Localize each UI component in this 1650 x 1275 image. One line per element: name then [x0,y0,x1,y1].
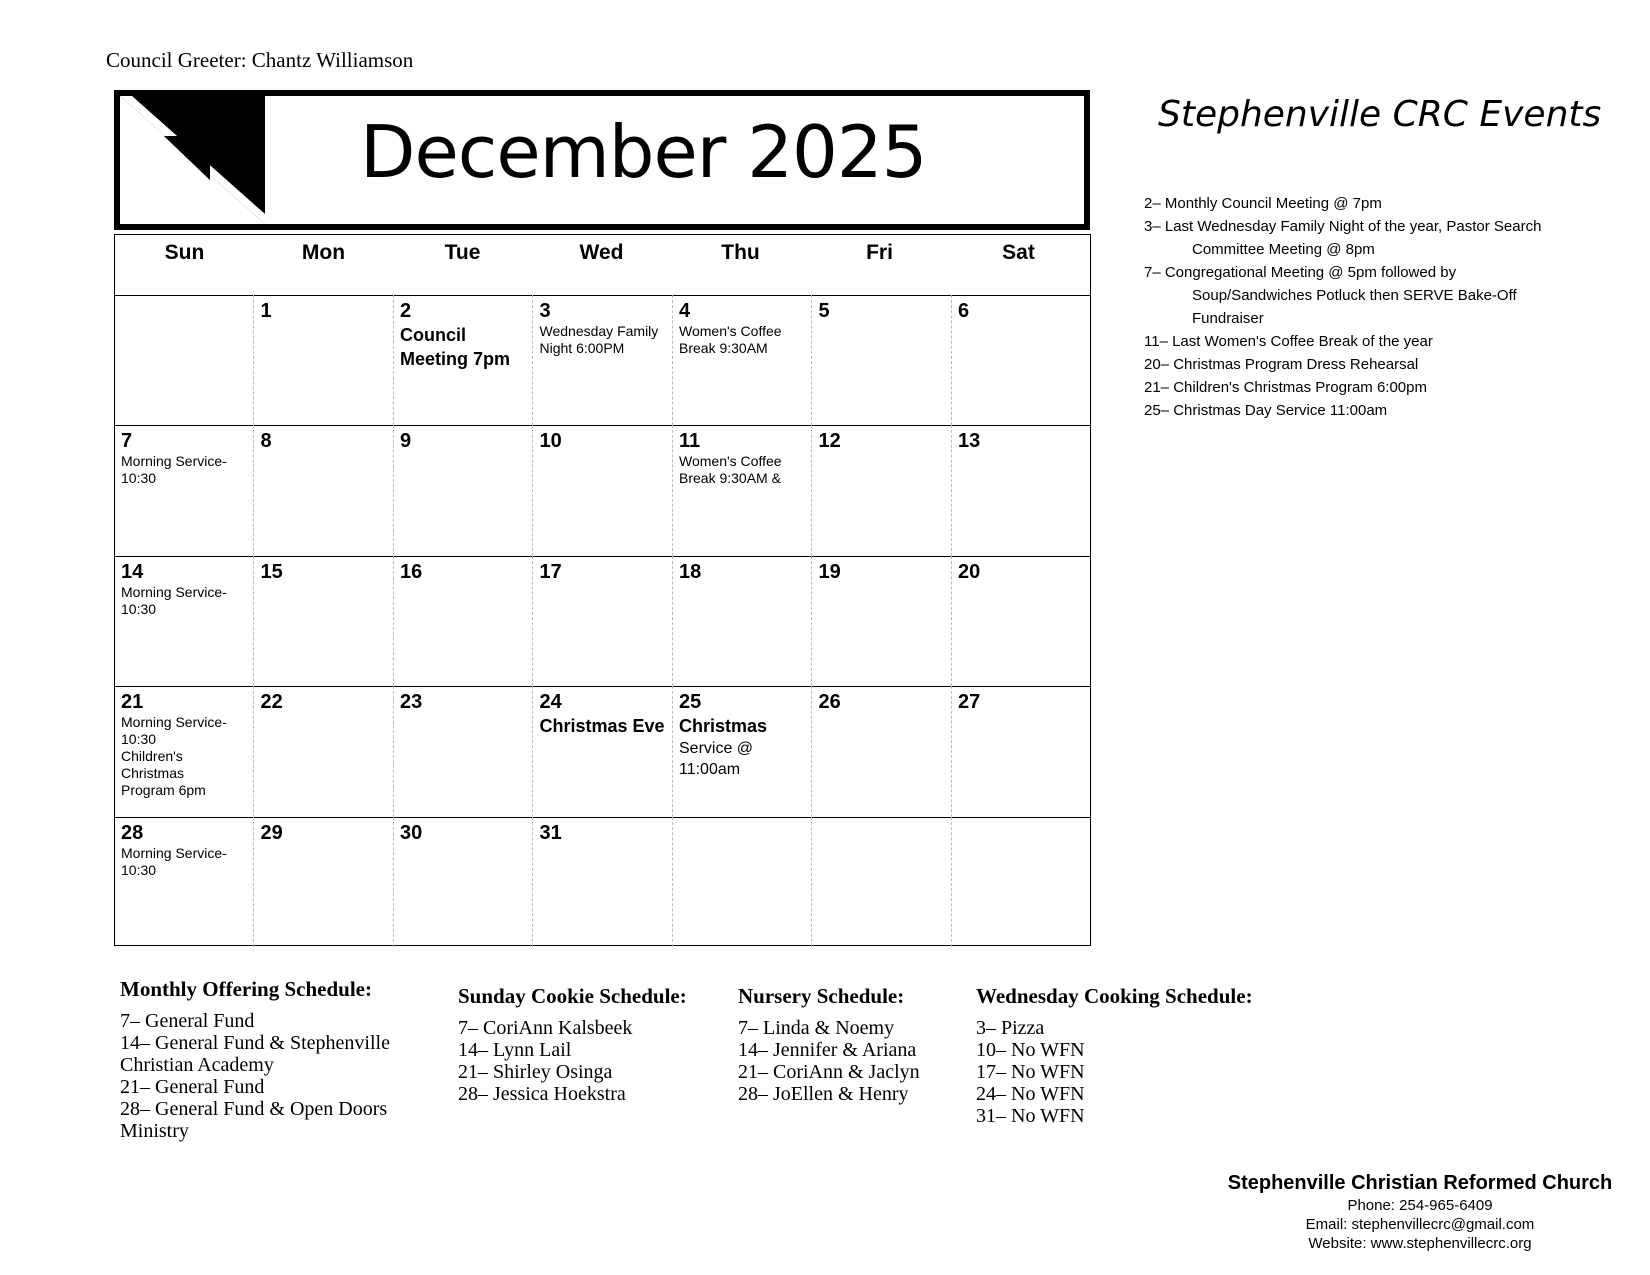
church-name: Stephenville Christian Reformed Church [1227,1172,1613,1194]
day-number: 7 [121,430,133,453]
cooking-schedule-title: Wednesday Cooking Schedule: [976,984,1253,1008]
day-number: 19 [818,560,841,583]
day-cell [534,295,673,425]
church-website: Website: www.stephenvillecrc.org [1308,1235,1532,1252]
day-cell [534,425,673,555]
day-cell [673,425,812,555]
cooking-schedule [976,985,1316,1127]
day-cell [534,686,673,816]
dow-mon: Mon [301,241,346,264]
month-title: December 2025 [360,110,927,194]
schedule-line: 28– General Fund & Open Doors [120,1098,388,1120]
day-cell [394,817,533,947]
event-item [1144,194,1544,213]
day-number: 2 [400,300,412,322]
events-list [1144,194,1544,424]
day-number: 28 [121,821,144,844]
event-item [1144,401,1544,420]
church-email: Email: stephenvillecrc@gmail.com [1305,1216,1535,1233]
event-item [1144,263,1544,328]
day-cell [534,817,673,947]
schedule-line: 14– Jennifer & Ariana [738,1039,917,1061]
day-note: Morning Service- [121,844,227,861]
day-cell [952,686,1091,816]
event-item-text: 20– Christmas Program Dress Rehearsal [1144,356,1419,373]
day-cell [813,295,952,425]
day-note: Break 9:30AM [679,340,768,356]
day-number: 4 [679,300,691,322]
day-note: Morning Service- [121,714,227,731]
day-number: 12 [818,430,841,453]
council-greeter: Council Greeter: Chantz Williamson [106,48,414,72]
event-item [1144,217,1544,259]
day-cell [952,425,1091,555]
day-number: 11 [679,430,701,453]
day-note: Women's Coffee [679,453,782,470]
day-event-bold: Christmas [679,716,768,737]
dow-sat: Sat [1002,241,1035,264]
day-number: 24 [539,691,562,714]
events-title: Stephenville CRC Events [1158,94,1602,135]
day-number: 23 [400,691,423,714]
event-item [1144,378,1544,397]
day-number: 26 [818,691,841,714]
day-cell [813,556,952,686]
day-number: 15 [260,560,283,583]
day-number: 21 [121,691,144,714]
day-cell [534,556,673,686]
schedule-line: 7– Linda & Noemy [738,1017,895,1039]
event-item-text: 2– Monthly Council Meeting @ 7pm [1144,195,1382,212]
schedule-line: 7– General Fund [120,1010,255,1032]
day-cell [115,295,254,425]
day-cell [115,556,254,686]
nursery-schedule [738,985,978,1105]
event-item-continuation: Committee Meeting @ 8pm [1192,241,1375,258]
day-cell [255,686,394,816]
day-cell [813,425,952,555]
day-cell [255,425,394,555]
day-cell [673,556,812,686]
schedule-line: 24– No WFN [976,1083,1085,1105]
day-number: 29 [260,821,283,844]
day-event-bold: Christmas Eve [539,716,665,737]
quilt-block-logo [120,96,265,224]
cookie-schedule-title: Sunday Cookie Schedule: [458,984,687,1008]
dow-sun: Sun [164,241,205,264]
event-item-continuation: Soup/Sandwiches Potluck then SERVE Bake-Off [1192,287,1517,304]
schedule-line: 28– JoEllen & Henry [738,1083,909,1105]
day-number: 27 [958,691,981,714]
day-of-week-row [115,235,1090,296]
cookie-schedule [458,985,728,1105]
day-cell [952,295,1091,425]
day-note: Morning Service- [121,583,227,600]
day-cell [255,556,394,686]
schedule-line: Ministry [120,1120,189,1142]
day-cell [673,295,812,425]
event-item-text: 3– Last Wednesday Family Night of the year, Pastor Search [1144,218,1542,235]
day-cell [952,556,1091,686]
schedule-line: Christian Academy [120,1054,274,1076]
calendar-week [115,425,1090,556]
day-cell [394,556,533,686]
event-item [1144,332,1544,351]
day-number: 9 [400,430,412,453]
day-number: 31 [539,821,562,844]
schedule-lines [738,1017,978,1105]
day-note: 10:30 [121,731,157,748]
day-number: 8 [260,430,272,453]
day-cell [952,817,1091,947]
calendar-header [114,90,1090,230]
schedule-line: 3– Pizza [976,1017,1045,1039]
event-item-text: 7– Congregational Meeting @ 5pm followed by [1144,264,1457,281]
day-note: Children's Christmas [121,748,185,782]
schedule-lines [120,1010,440,1142]
church-contact-footer [1200,1170,1640,1253]
day-note: 10:30 [121,861,157,878]
day-number: 22 [260,691,283,714]
day-number: 25 [679,691,702,714]
calendar-week [115,295,1090,426]
day-note: Morning Service- [121,453,227,470]
event-item-continuation: Fundraiser [1192,310,1264,327]
day-cell [813,686,952,816]
calendar-week [115,556,1090,687]
schedule-line: 31– No WFN [976,1105,1085,1127]
day-event-detail: Service @ 11:00am [679,740,754,779]
day-number: 30 [400,821,423,844]
dow-wed: Wed [579,241,624,264]
day-number: 10 [539,430,562,453]
schedule-lines [976,1017,1316,1127]
day-cell [115,817,254,947]
day-cell [394,295,533,425]
schedule-line: 21– Shirley Osinga [458,1061,613,1083]
day-cell [115,686,254,816]
day-number: 18 [679,560,702,583]
day-number: 13 [958,430,981,453]
day-note: 10:30 [121,470,157,487]
day-number: 1 [260,300,272,322]
day-cell [394,425,533,555]
day-number: 3 [539,300,551,322]
schedule-line: 10– No WFN [976,1039,1085,1061]
calendar-grid [114,234,1091,946]
schedule-line: 21– General Fund [120,1076,265,1098]
event-item-text: 25– Christmas Day Service 11:00am [1144,402,1388,419]
day-cell [115,425,254,555]
day-cell [673,817,812,947]
day-number: 14 [121,560,144,583]
day-note: Night 6:00PM [539,340,625,356]
day-cell [255,295,394,425]
schedule-line: 21– CoriAnn & Jaclyn [738,1061,920,1083]
schedule-lines [458,1017,728,1105]
dow-fri: Fri [866,241,893,264]
day-note: Program 6pm [121,782,206,799]
day-note: Wednesday Family [539,323,659,339]
offering-schedule-title: Monthly Offering Schedule: [120,977,372,1001]
day-cell [255,817,394,947]
event-item-text: 11– Last Women's Coffee Break of the year [1144,333,1433,350]
day-event-bold: Council Meeting 7pm [400,325,511,369]
day-number: 5 [818,300,830,322]
day-number: 6 [958,300,970,322]
day-note: 10:30 [121,600,157,617]
day-number: 16 [400,560,423,583]
church-phone: Phone: 254-965-6409 [1347,1197,1493,1214]
offering-schedule [120,978,440,1142]
schedule-line: 14– General Fund & Stephenville [120,1032,390,1054]
dow-thu: Thu [721,241,760,264]
schedule-line: 17– No WFN [976,1061,1085,1083]
day-cell [394,686,533,816]
schedule-line: 7– CoriAnn Kalsbeek [458,1017,633,1039]
event-item [1144,355,1544,374]
calendar-week [115,686,1090,817]
day-number: 17 [539,560,562,583]
schedule-line: 28– Jessica Hoekstra [458,1083,626,1105]
dow-tue: Tue [444,241,481,264]
nursery-schedule-title: Nursery Schedule: [738,984,905,1008]
calendar-week [115,817,1090,947]
event-item-text: 21– Children's Christmas Program 6:00pm [1144,379,1427,396]
day-number: 20 [958,560,981,583]
day-cell [673,686,812,816]
day-note: Women's Coffee [679,323,782,339]
day-note: Break 9:30AM & [679,470,781,487]
day-cell [813,817,952,947]
schedule-line: 14– Lynn Lail [458,1039,572,1061]
